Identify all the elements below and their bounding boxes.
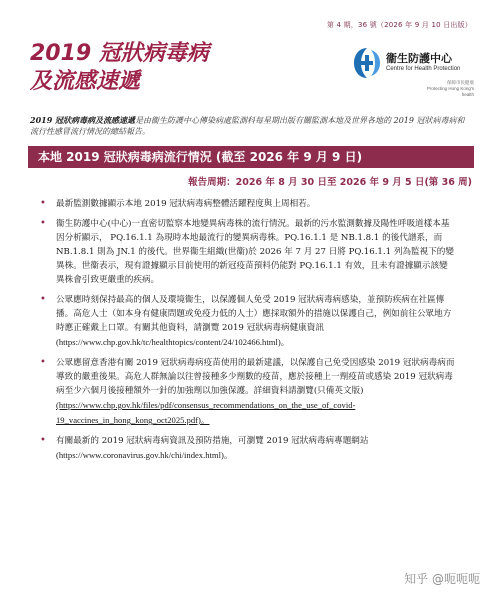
logo-name-cn: 衞生防護中心 (386, 52, 452, 65)
newsletter-title (30, 40, 209, 96)
list-item (40, 293, 456, 350)
logo-slogan-cn: 保障市民健康 (447, 80, 474, 85)
health-info-link[interactable]: (https://www.chp.gov.hk/tc/healthtopics/content/24/102466.html)。 (56, 337, 290, 347)
bullet-icon: • (40, 357, 46, 368)
intro-lead: 2019 冠狀病毒病及流感速遞 (30, 115, 136, 125)
logo-slogan (414, 80, 474, 98)
bullet-text: 公眾應時刻保持最高的個人及環境衞生，以保護個人免受 2019 冠狀病毒病感染，並預防疾病在社區傳播。高危人士（如本身有健康問題或免疫力低的人士）應採取額外的措施以保護自己，例如前往公眾地方時應正確戴上口罩。有關其他資料，請瀏覽 2019 冠狀病毒病健康資訊 (56, 295, 452, 333)
bullet-text: 公眾應留意香港有關 2019 冠狀病毒病疫苗使用的最新建議，以保護自己免受因感染 2019 冠狀病毒病而導致的嚴重後果。高危人群無論以往曾接種多少劑數的疫苗，應於接種上一劑疫苗或感染 2019 冠狀病毒病至少六個月後接種額外一針的加強劑以加強保護。詳細資料請瀏覽(只備英文版) (56, 358, 455, 396)
bullet-text: 衞生防護中心(中心)一直密切監察本地變異病毒株的流行情況。最新的污水監測數據及陽性呼吸道樣本基因分析顯示， PQ.16.1.1 為現時本地最流行的變異病毒株。PQ.16.1.1 是 NB.1.8.1 的後代譜系，而 NB.1.8.1 則為 JN.1 的後代。世界衞生組織(世衞)於 2026 年 7 月 27 日將 PQ.16.1.1 列為監視下的變異株。世衞表示，現有證據顯示目前使用的新冠疫苗預料仍能對 PQ.16.1.1 有效，且未有證據顯示該變異株會引致更嚴重的疾病。 (56, 219, 454, 285)
list-item (40, 217, 456, 287)
bullet-icon: • (40, 294, 46, 305)
title-line-1: 2019 冠狀病毒病 (30, 41, 209, 66)
list-item (40, 434, 456, 463)
logo-name-en: Centre for Health Protection (386, 66, 461, 72)
issue-info: 第 4 期，36 號（2026 年 9 月 10 日出版） (326, 21, 472, 29)
vaccine-recommendations-link[interactable]: (https://www.chp.gov.hk/files/pdf/consensus_recommendations_on_the_use_of_covid-19_vaccines_in_hong_kong_oct2025.pdf)。 (56, 400, 356, 425)
intro-text: 是由衞生防護中心傳染病處監測科每星期出版有關監測本地及世界各地的 2019 冠狀病毒病和流行性感冒流行情況的總結報告。 (30, 116, 465, 136)
bullet-list (40, 197, 456, 469)
chp-logo-icon (352, 46, 382, 80)
chp-logo (352, 46, 472, 106)
list-item (40, 197, 456, 211)
bullet-icon: • (40, 198, 46, 209)
logo-slogan-en: Protecting Hong Kong's health (426, 86, 474, 97)
report-period: 報告周期：2026 年 8 月 30 日至 2026 年 9 月 5 日(第 36 周) (188, 177, 472, 188)
watermark: 知乎 @呃呃呃 (404, 572, 480, 586)
bullet-text: 最新監測數據顯示本地 2019 冠狀病毒病整體活躍程度與上周相若。 (56, 199, 316, 209)
intro-paragraph (30, 115, 470, 137)
title-line-2: 及流感速遞 (30, 69, 141, 94)
coronavirus-site-link[interactable]: (https://www.coronavirus.gov.hk/chi/index.html)。 (56, 450, 233, 460)
bullet-text: 有關最新的 2019 冠狀病毒病資訊及預防措施，可瀏覽 2019 冠狀病毒病專題網站 (56, 436, 369, 446)
list-item (40, 356, 456, 428)
section-banner: 本地 2019 冠狀病毒病流行情況 (截至 2026 年 9 月 9 日) (28, 146, 474, 168)
bullet-icon: • (40, 435, 46, 446)
bullet-icon: • (40, 218, 46, 229)
